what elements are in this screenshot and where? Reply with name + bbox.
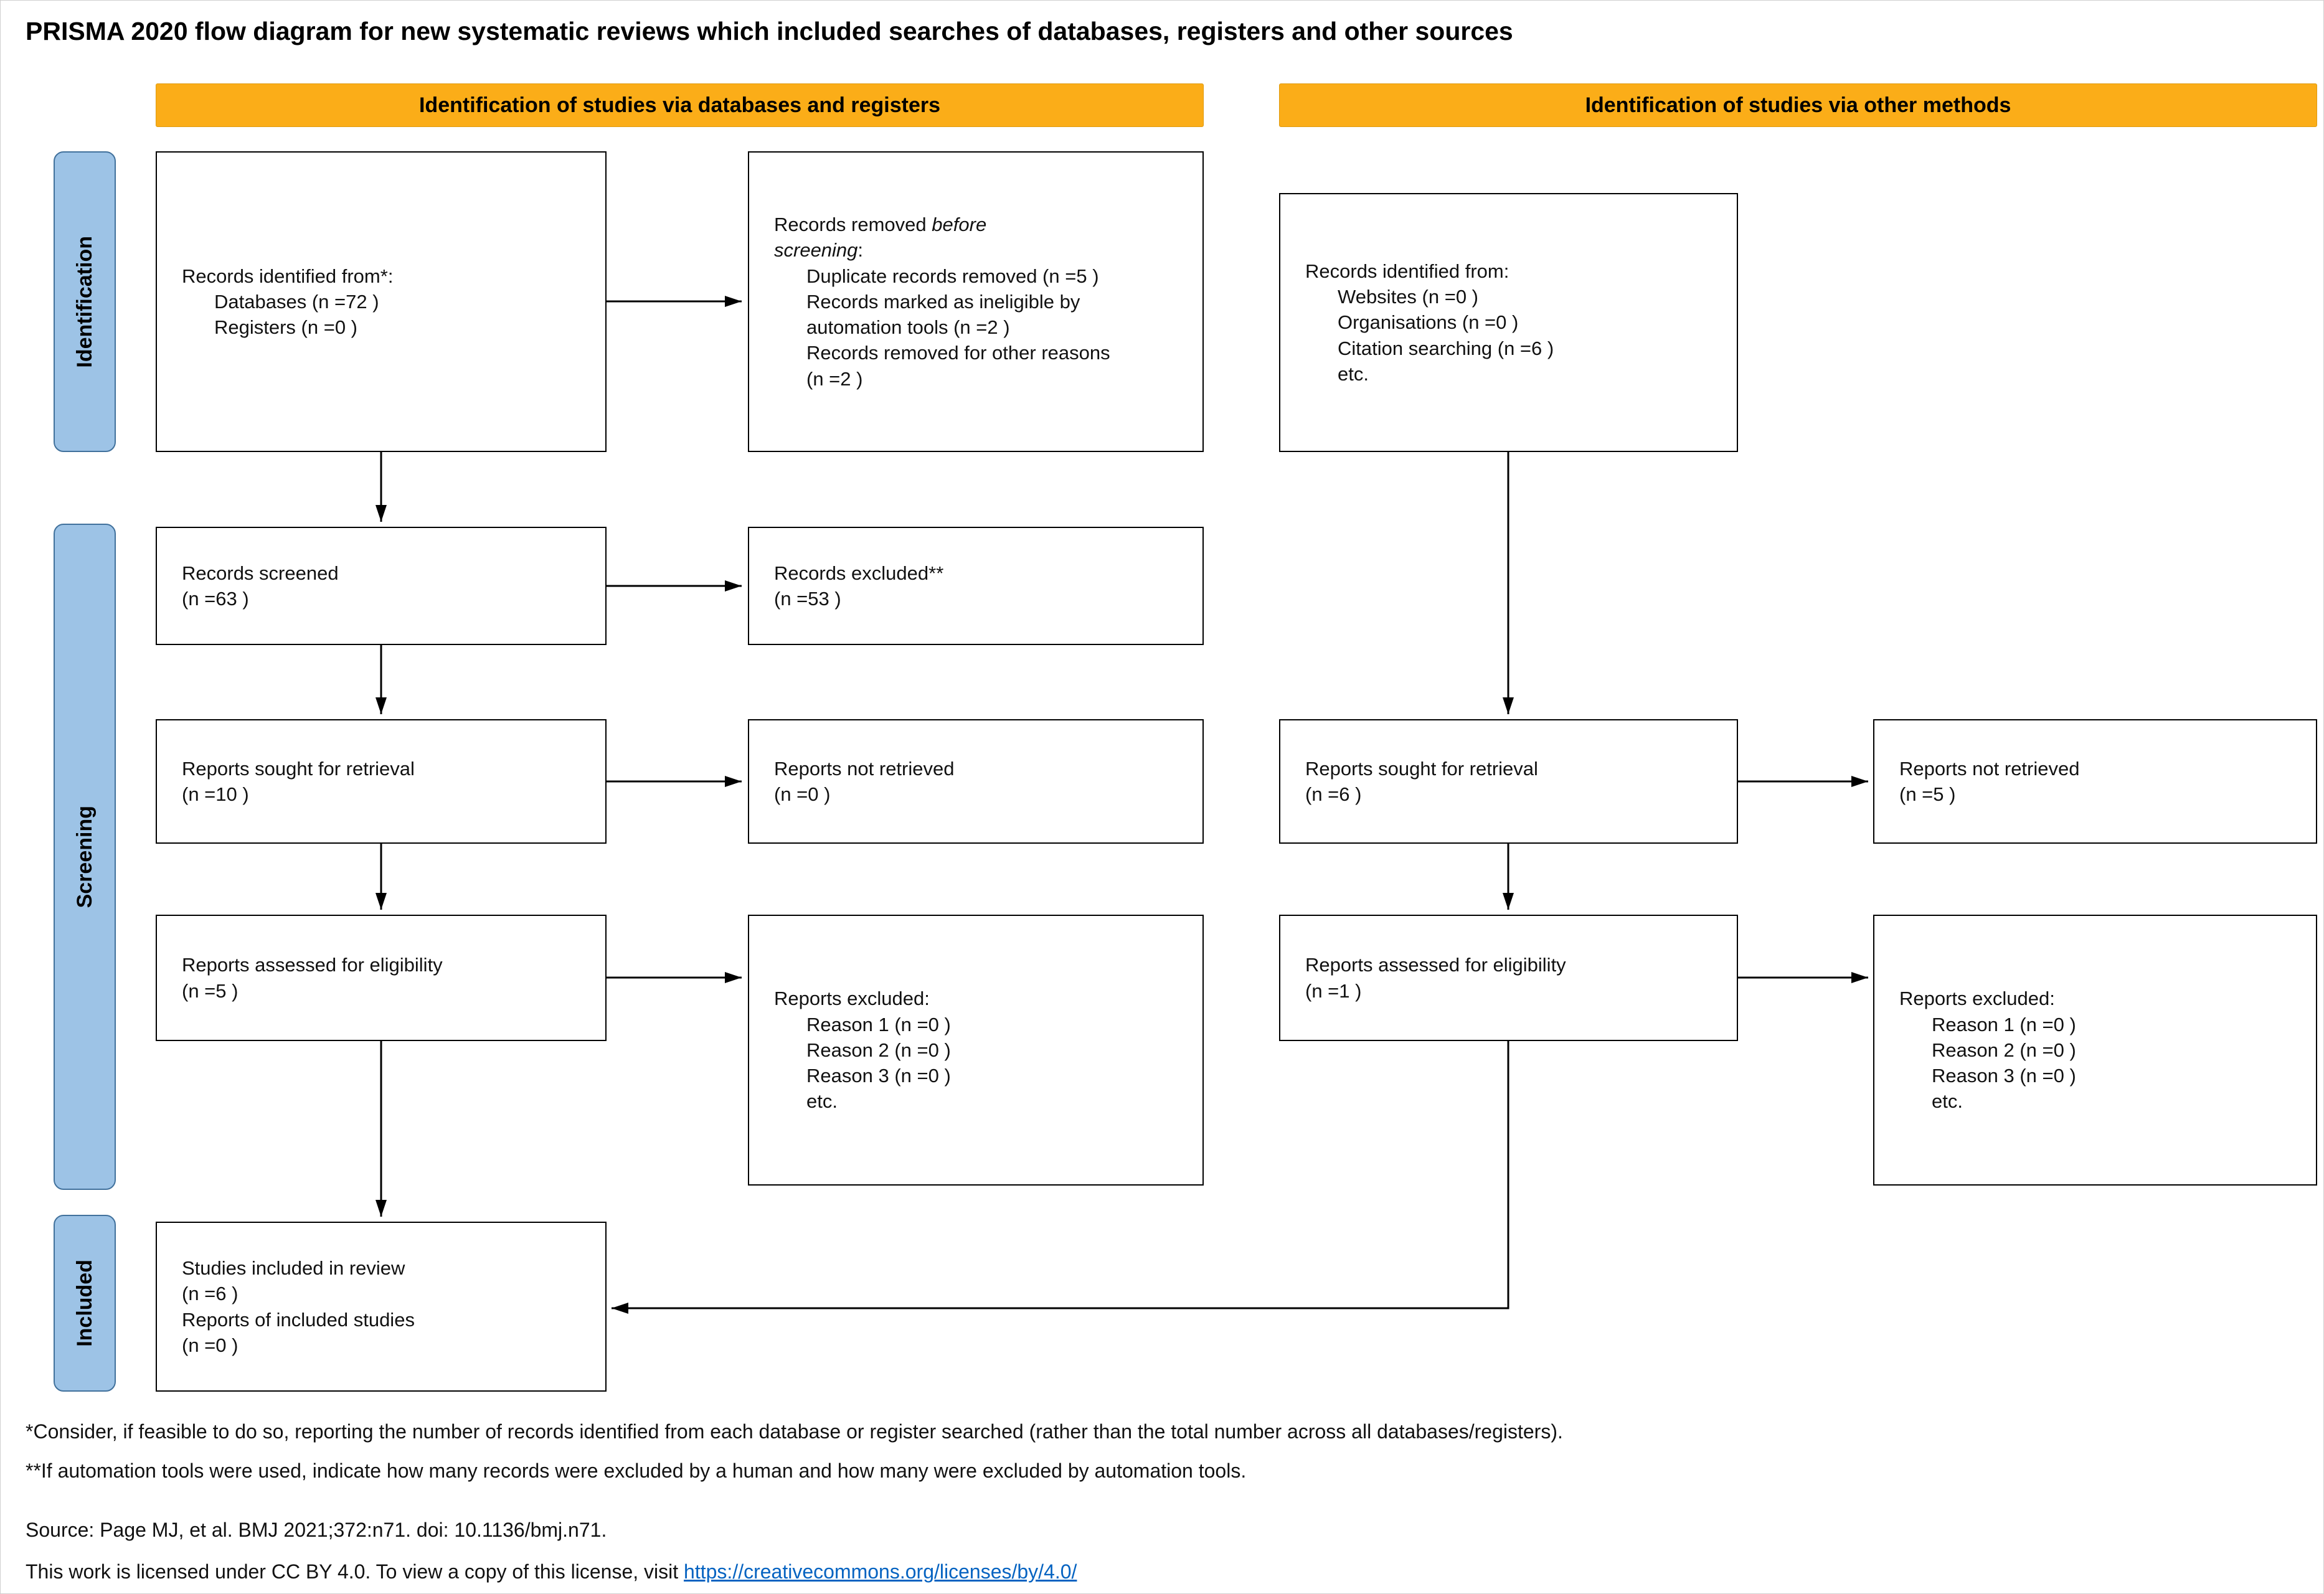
- box-line: Records identified from:: [1305, 260, 1509, 282]
- box-line: Reason 2 (n =0 ): [806, 1039, 951, 1061]
- box-line: Duplicate records removed (n =5 ): [806, 265, 1099, 287]
- box-line: (n =6 ): [182, 1283, 239, 1305]
- box-reports-assessed-db: [156, 915, 607, 1041]
- box-line: (n =63 ): [182, 588, 249, 610]
- stage-included-label: Included: [72, 1260, 97, 1347]
- box-line: Reports not retrieved: [1899, 757, 2080, 780]
- footnote-asterisk: *Consider, if feasible to do so, reporting the number of records identified from each database or register searched (rather than the total number across all databases/registers).: [26, 1420, 1563, 1443]
- stage-screening: [54, 524, 116, 1190]
- box-line: (n =6 ): [1305, 783, 1362, 805]
- box-records-excluded: [748, 527, 1204, 645]
- box-records-screened: [156, 527, 607, 645]
- box-line: Reports not retrieved: [774, 757, 955, 780]
- removed-suffix: :: [857, 239, 864, 262]
- box-line: Citation searching (n =6 ): [1338, 337, 1554, 359]
- box-line: Reports assessed for eligibility: [182, 954, 443, 976]
- box-line: (n =1 ): [1305, 979, 1362, 1002]
- box-line: Records removed for other reasons (n =2 ): [806, 342, 1110, 390]
- box-reports-assessed-other: [1279, 915, 1738, 1041]
- box-line: (n =5 ): [182, 979, 239, 1002]
- box-line: Reason 2 (n =0 ): [1932, 1039, 2076, 1061]
- box-reports-excluded-other: [1873, 915, 2317, 1186]
- box-line: (n =53 ): [774, 588, 841, 610]
- box-records-removed: [748, 151, 1204, 452]
- box-line: (n =5 ): [1899, 783, 1956, 805]
- box-line: Reports sought for retrieval: [182, 757, 415, 780]
- box-line: etc.: [1932, 1090, 1963, 1113]
- box-line: Reason 3 (n =0 ): [1932, 1065, 2076, 1087]
- box-line: Records screened: [182, 562, 339, 584]
- box-reports-sought-db: [156, 719, 607, 844]
- stage-identification: [54, 151, 116, 452]
- box-studies-included: [156, 1222, 607, 1392]
- source-citation: Source: Page MJ, et al. BMJ 2021;372:n71. doi: 10.1136/bmj.n71.: [26, 1519, 607, 1541]
- box-reports-not-retrieved-db: [748, 719, 1204, 844]
- license-line: [26, 1560, 1077, 1583]
- license-link[interactable]: https://creativecommons.org/licenses/by/4.0/: [684, 1560, 1077, 1583]
- stage-included: [54, 1215, 116, 1392]
- box-line: (n =0 ): [182, 1334, 239, 1356]
- box-line: Reports assessed for eligibility: [1305, 954, 1566, 976]
- box-line: etc.: [1338, 362, 1369, 385]
- box-reports-excluded-db: [748, 915, 1204, 1186]
- box-line: (n =0 ): [774, 783, 831, 805]
- box-records-identified-db: [156, 151, 607, 452]
- box-line: [774, 212, 1042, 263]
- footnote-double-asterisk: **If automation tools were used, indicate how many records were excluded by a human and how many were excluded by automation tools.: [26, 1460, 1247, 1482]
- box-line: etc.: [806, 1090, 838, 1113]
- box-records-identified-other: [1279, 193, 1738, 452]
- license-text: This work is licensed under CC BY 4.0. To view a copy of this license, visit: [26, 1560, 684, 1583]
- box-line: Organisations (n =0 ): [1338, 311, 1519, 334]
- box-line: Reports sought for retrieval: [1305, 757, 1538, 780]
- box-line: Reports excluded:: [774, 988, 930, 1010]
- box-line: Records excluded**: [774, 562, 944, 584]
- box-line: Studies included in review: [182, 1257, 405, 1280]
- box-line: (n =10 ): [182, 783, 249, 805]
- box-line: Records marked as ineligible by automation tools (n =2 ): [806, 290, 1080, 339]
- box-line: Reason 1 (n =0 ): [806, 1013, 951, 1035]
- stage-screening-label: Screening: [72, 805, 97, 908]
- box-reports-sought-other: [1279, 719, 1738, 844]
- box-line: Reports of included studies: [182, 1308, 415, 1331]
- box-line: Reason 1 (n =0 ): [1932, 1013, 2076, 1035]
- page-title: PRISMA 2020 flow diagram for new systematic reviews which included searches of databases, registers and other sources: [26, 17, 1513, 45]
- box-line: Websites (n =0 ): [1338, 286, 1478, 308]
- stage-identification-label: Identification: [72, 235, 97, 368]
- removed-italic: before screening: [774, 214, 987, 262]
- box-line: Reason 3 (n =0 ): [806, 1065, 951, 1087]
- removed-prefix: Records removed: [774, 214, 932, 236]
- banner-other-methods: Identification of studies via other methods: [1279, 83, 2317, 127]
- box-line: Registers (n =0 ): [214, 316, 358, 339]
- box-line: Databases (n =72 ): [214, 290, 379, 313]
- box-reports-not-retrieved-other: [1873, 719, 2317, 844]
- banner-databases-registers: Identification of studies via databases and registers: [156, 83, 1204, 127]
- box-line: Records identified from*:: [182, 265, 394, 287]
- box-line: Reports excluded:: [1899, 988, 2055, 1010]
